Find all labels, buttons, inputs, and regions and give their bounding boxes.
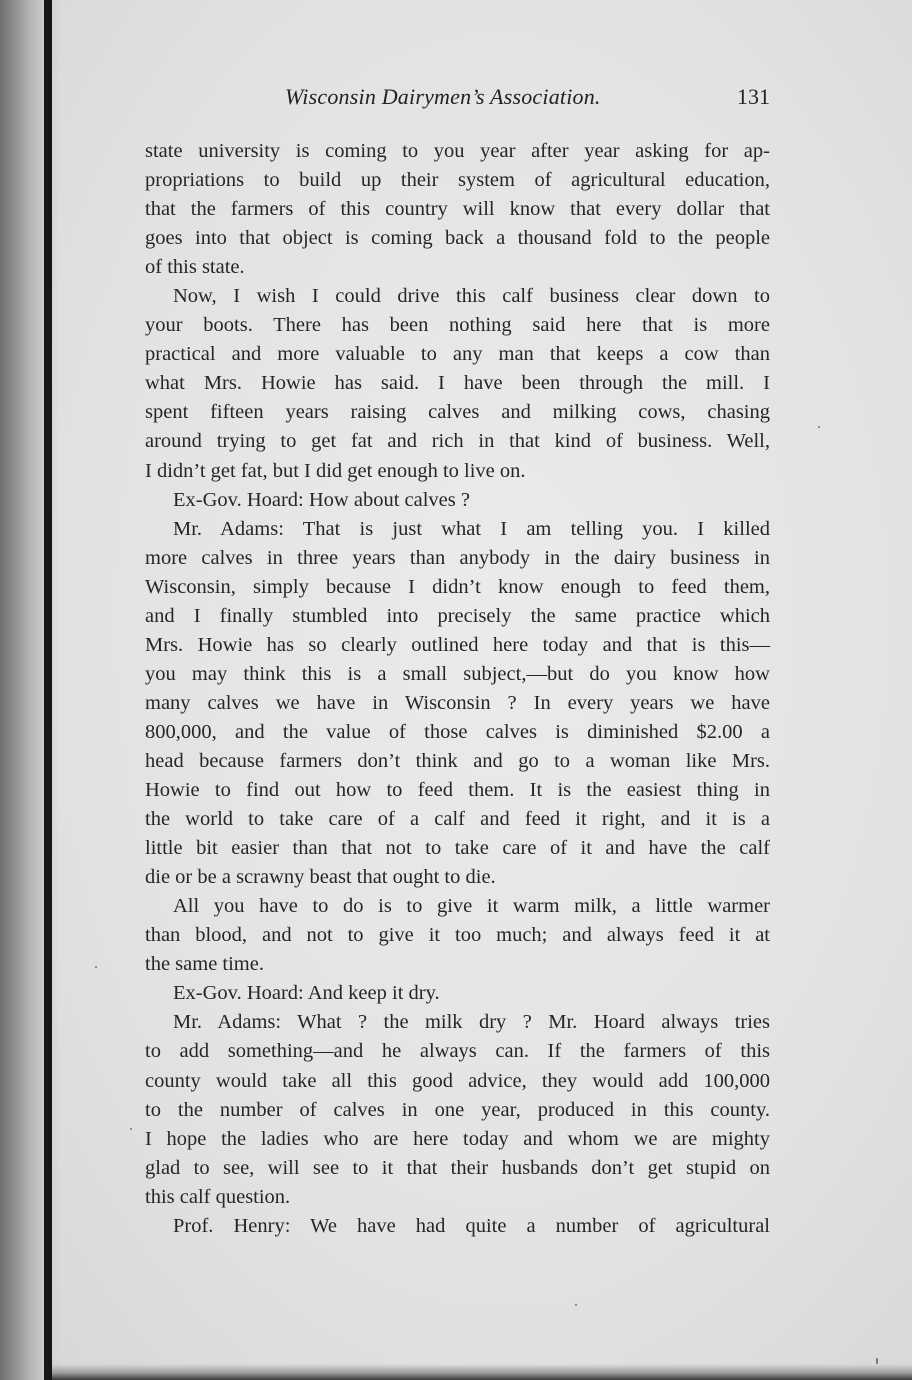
- text-line: and I finally stumbled into precisely the same practice which: [145, 604, 770, 627]
- text-line: this calf question.: [145, 1185, 291, 1208]
- scan-speck: [130, 1128, 132, 1130]
- text-line: Ex-Gov. Hoard: And keep it dry.: [173, 982, 440, 1005]
- text-line: 800,000, and the value of those calves is diminished $2.00 a: [145, 720, 770, 743]
- text-line: Mr. Adams: What ? the milk dry ? Mr. Hoard always tries: [173, 1011, 770, 1034]
- text-line: of this state.: [145, 256, 245, 279]
- text-line: the world to take care of a calf and feed it right, and it is a: [145, 808, 770, 831]
- text-line: All you have to do is to give it warm milk, a little warmer: [173, 895, 770, 918]
- scan-speck: [818, 426, 820, 428]
- page-number: 131: [737, 84, 770, 109]
- text-line: die or be a scrawny beast that ought to die.: [145, 866, 496, 889]
- scan-speck: [95, 966, 97, 968]
- text-line: I hope the ladies who are here today and whom we are mighty: [145, 1127, 770, 1150]
- text-line: Wisconsin, simply because I didn’t know enough to feed them,: [145, 575, 770, 598]
- text-line: more calves in three years than anybody in the dairy business in: [145, 546, 770, 569]
- text-line: around trying to get fat and rich in that kind of business. Well,: [145, 430, 770, 453]
- binding-spine: [44, 0, 52, 1380]
- text-line: spent fifteen years raising calves and milking cows, chasing: [145, 401, 770, 424]
- text-line: Prof. Henry: We have had quite a number of agricultural: [173, 1214, 770, 1237]
- text-line: Mrs. Howie has so clearly outlined here today and that is this—: [145, 633, 770, 656]
- text-line: practical and more valuable to any man that keeps a cow than: [145, 343, 770, 366]
- text-line: many calves we have in Wisconsin ? In every years we have: [145, 691, 770, 714]
- text-line: I didn’t get fat, but I did get enough to live on.: [145, 459, 526, 482]
- text-line: you may think this is a small subject,—but do you know how: [145, 662, 770, 685]
- text-line: the same time.: [145, 953, 264, 976]
- text-line: head because farmers don’t think and go to a woman like Mrs.: [145, 749, 770, 772]
- text-line: than blood, and not to give it too much; and always feed it at: [145, 924, 770, 947]
- body-text: [145, 137, 770, 1241]
- running-title: Wisconsin Dairymen’s Association.: [285, 84, 601, 109]
- text-line: Now, I wish I could drive this calf business clear down to: [173, 285, 770, 308]
- text-line: Howie to find out how to feed them. It is the easiest thing in: [145, 779, 770, 802]
- text-line: state university is coming to you year after year asking for ap-: [145, 140, 770, 162]
- text-line: goes into that object is coming back a thousand fold to the people: [145, 227, 770, 250]
- text-line: to the number of calves in one year, produced in this county.: [145, 1098, 770, 1121]
- text-line: what Mrs. Howie has said. I have been through the mill. I: [145, 372, 770, 395]
- scan-speck: [575, 1304, 577, 1306]
- text-line: that the farmers of this country will know that every dollar that: [145, 198, 770, 221]
- text-line: county would take all this good advice, they would add 100,000: [145, 1069, 770, 1092]
- text-line: glad to see, will see to it that their husbands don’t get stupid on: [145, 1156, 770, 1179]
- page-header: [145, 84, 770, 118]
- text-line: your boots. There has been nothing said here that is more: [145, 314, 770, 337]
- text-line: little bit easier than that not to take care of it and have the calf: [145, 837, 770, 860]
- page-bottom-edge: [52, 1364, 912, 1380]
- text-line: propriations to build up their system of agricultural education,: [145, 169, 770, 192]
- text-line: to add something—and he always can. If the farmers of this: [145, 1040, 770, 1063]
- text-line: Ex-Gov. Hoard: How about calves ?: [173, 488, 470, 511]
- text-line: Mr. Adams: That is just what I am telling you. I killed: [173, 517, 770, 540]
